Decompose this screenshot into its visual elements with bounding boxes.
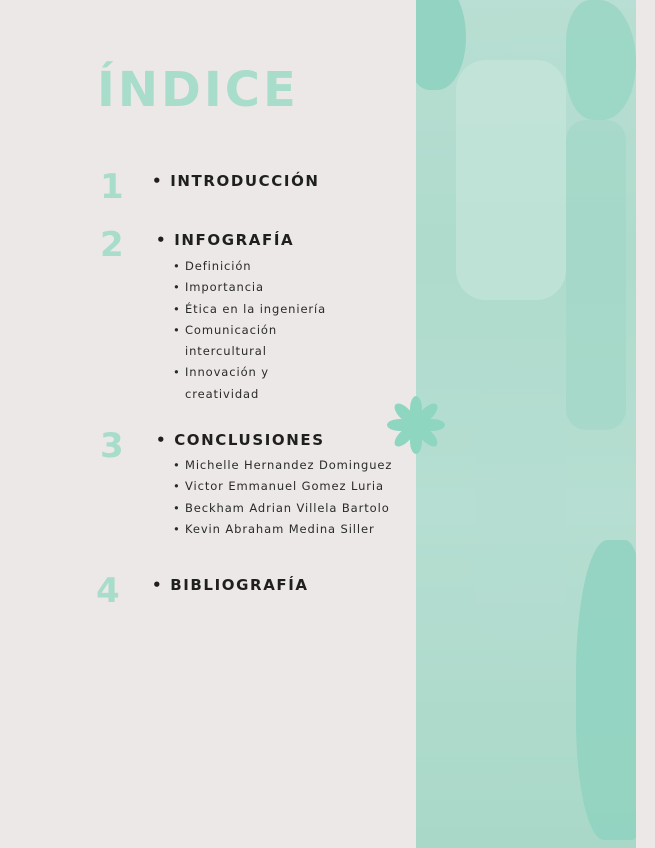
list-item[interactable]: • Ética en la ingeniería [173, 299, 326, 320]
watercolor-blob [566, 0, 636, 120]
section-heading-label: INFOGRAFÍA [174, 231, 295, 249]
section-heading-bibliografia[interactable] [152, 576, 309, 594]
list-item[interactable]: • Beckham Adrian Villela Bartolo [173, 498, 392, 519]
list-item[interactable]: • Definición [173, 256, 326, 277]
list-item[interactable]: • Comunicación intercultural [173, 320, 285, 363]
bullet: • [152, 576, 164, 594]
section-heading-label: INTRODUCCIÓN [170, 172, 320, 190]
watercolor-blob [566, 120, 626, 430]
list-item[interactable]: • Victor Emmanuel Gomez Luria [173, 476, 392, 497]
bullet: • [152, 172, 164, 190]
subitem-list [173, 256, 326, 405]
section-number-4: 4 [96, 571, 120, 611]
watercolor-blob [456, 60, 566, 300]
section-number-3: 3 [100, 426, 124, 466]
section-number-1: 1 [100, 167, 124, 207]
section-heading-label: CONCLUSIONES [174, 431, 325, 449]
flower-icon [385, 394, 447, 456]
watercolor-blob [476, 380, 566, 640]
watercolor-panel [416, 0, 636, 848]
section-heading-infografia[interactable] [156, 231, 294, 249]
subitem-list [173, 455, 392, 540]
page-title: ÍNDICE [97, 62, 299, 118]
list-item[interactable]: • Importancia [173, 277, 326, 298]
bullet: • [156, 231, 168, 249]
right-margin [636, 0, 655, 848]
list-item[interactable]: • Michelle Hernandez Dominguez [173, 455, 392, 476]
section-number-2: 2 [100, 225, 124, 265]
watercolor-blob [576, 540, 636, 840]
bullet: • [156, 431, 168, 449]
section-heading-label: BIBLIOGRAFÍA [170, 576, 309, 594]
list-item[interactable]: • Innovación y creatividad [173, 362, 285, 405]
list-item[interactable]: • Kevin Abraham Medina Siller [173, 519, 392, 540]
section-heading-introduccion[interactable] [152, 172, 320, 190]
section-heading-conclusiones[interactable] [156, 431, 325, 449]
